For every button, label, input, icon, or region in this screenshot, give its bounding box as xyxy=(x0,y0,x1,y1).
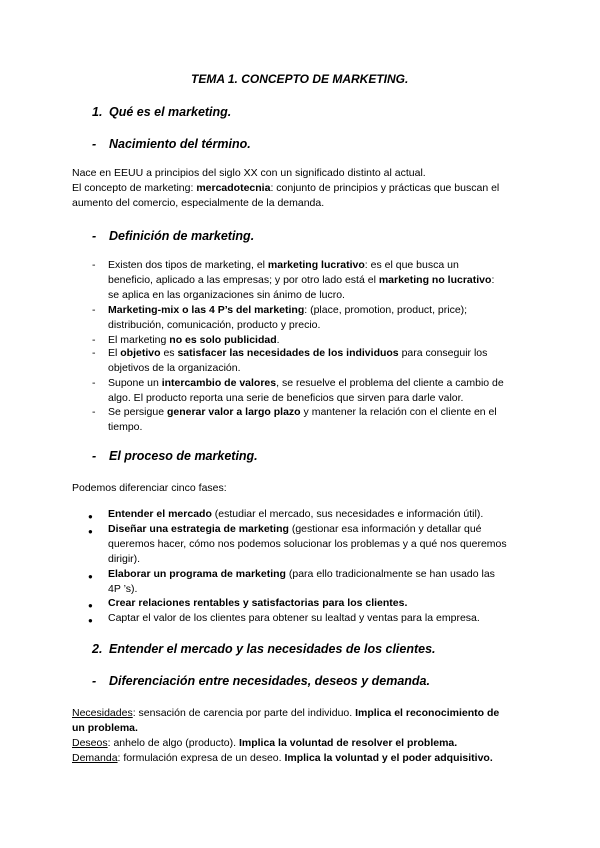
subsection-bullet: - xyxy=(92,449,97,463)
list-item: El objetivo es satisfacer las necesidades de los individuos para conseguir los objetivos de la organización. xyxy=(108,347,488,374)
section-2-heading: Entender el mercado y las necesidades de los clientes. xyxy=(109,642,436,656)
paragraph-nacimiento: Nace en EEUU a principios del siglo XX con un significado distinto al actual. El concepto de marketing: mercadotecnia: conjunto de principios y prácticas que buscan el aumento del comercio, especialmente de la demanda. xyxy=(72,167,500,209)
list-bullet: - xyxy=(92,347,96,359)
list-item: Elaborar un programa de marketing (para ello tradicionalmente se han usado las 4P ’s). xyxy=(108,568,495,595)
subsection-nacimiento-heading: Nacimiento del término. xyxy=(109,137,251,151)
list-bullet: ● xyxy=(88,601,93,610)
list-bullet: - xyxy=(92,259,96,271)
paragraph-definiciones: Necesidades: sensación de carencia por parte del individuo. Implica el reconocimiento de un problema. Deseos: anhelo de algo (producto). Implica la voluntad de resolver el problema. Demanda: formulación expresa de un deseo. Implica la voluntad y el poder adquisitivo. xyxy=(72,707,500,764)
list-bullet: ● xyxy=(88,616,93,625)
list-item: Crear relaciones rentables y satisfactorias para los clientes. xyxy=(108,597,408,609)
list-bullet: - xyxy=(92,377,96,389)
list-item: Diseñar una estrategia de marketing (gestionar esa información y detallar qué queremos hacer, cómo nos podemos solucionar los problemas y a qué nos queremos dirigir). xyxy=(108,523,507,565)
list-item: Se persigue generar valor a largo plazo y mantener la relación con el cliente en el tiempo. xyxy=(108,406,497,433)
page-title: TEMA 1. CONCEPTO DE MARKETING. xyxy=(191,72,409,86)
list-bullet: - xyxy=(92,304,96,316)
list-bullet: ● xyxy=(88,512,93,521)
list-bullet: ● xyxy=(88,572,93,581)
subsection-bullet: - xyxy=(92,137,97,151)
list-item: Marketing-mix o las 4 P’s del marketing: (place, promotion, product, price); distribución, comunicación, producto y precio. xyxy=(108,304,468,331)
paragraph-fases-intro: Podemos diferenciar cinco fases: xyxy=(72,482,227,494)
list-item: El marketing no es solo publicidad. xyxy=(108,334,280,346)
section-1-heading: Qué es el marketing. xyxy=(109,105,232,119)
subsection-proceso-heading: El proceso de marketing. xyxy=(109,449,258,463)
list-item: Existen dos tipos de marketing, el marketing lucrativo: es el que busca un beneficio, aplicado a las empresas; y por otro lado está el marketing no lucrativo: se aplica en las organizaciones sin ánimo de lucro. xyxy=(108,259,495,301)
list-bullet: - xyxy=(92,334,96,346)
subsection-diferenciacion-heading: Diferenciación entre necesidades, deseos y demanda. xyxy=(109,674,430,688)
section-2-number: 2. xyxy=(92,642,103,656)
subsection-definicion-heading: Definición de marketing. xyxy=(109,229,255,243)
list-item: Entender el mercado (estudiar el mercado, sus necesidades e información útil). xyxy=(108,508,484,520)
subsection-bullet: - xyxy=(92,229,97,243)
list-item: Captar el valor de los clientes para obtener su lealtad y ventas para la empresa. xyxy=(108,612,480,624)
list-bullet: ● xyxy=(88,527,93,536)
list-item: Supone un intercambio de valores, se resuelve el problema del cliente a cambio de algo. El producto reporta una serie de beneficios que sirven para darle valor. xyxy=(108,377,504,404)
section-1-number: 1. xyxy=(92,105,103,119)
subsection-bullet: - xyxy=(92,674,97,688)
list-bullet: - xyxy=(92,406,96,418)
